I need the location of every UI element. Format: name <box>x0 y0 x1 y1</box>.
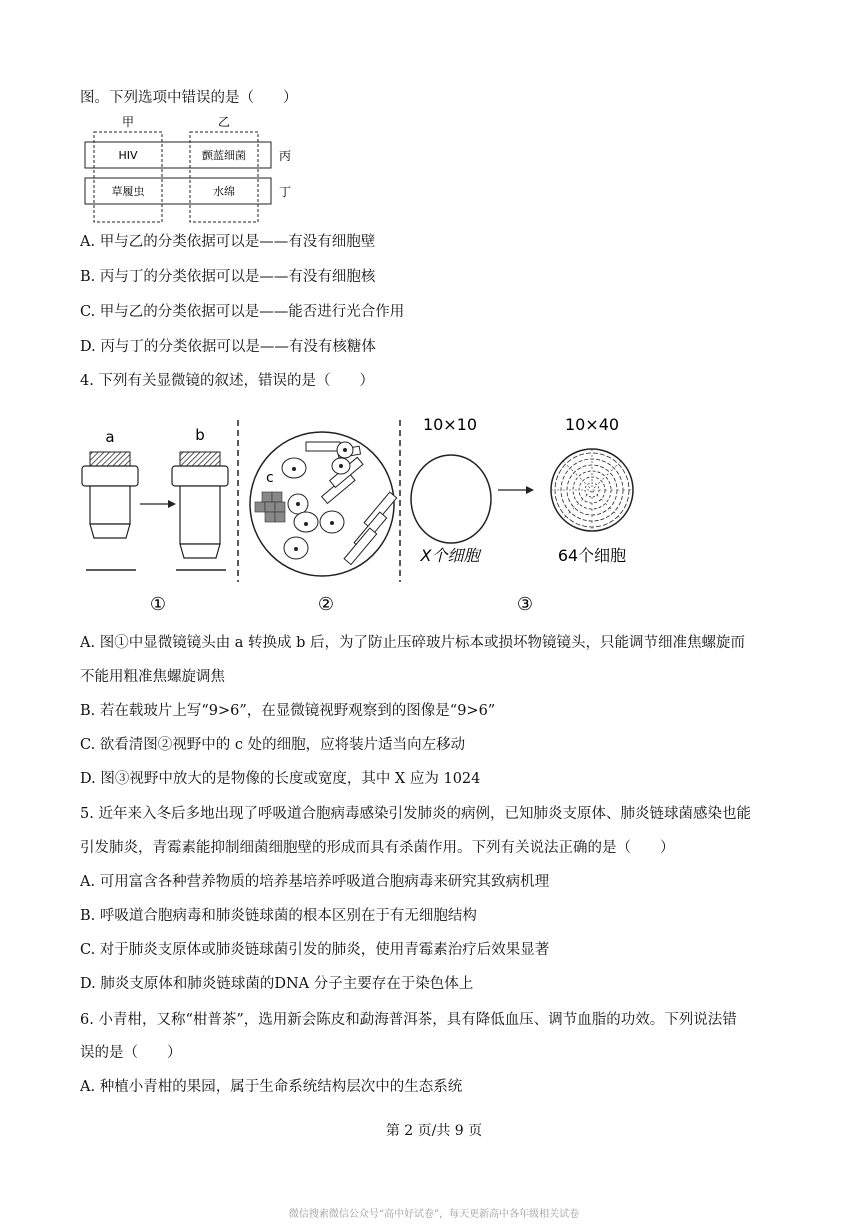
q5-option-c: C. 对于肺炎支原体或肺炎链球菌引发的肺炎，使用青霉素治疗后效果显著 <box>80 942 550 958</box>
cell-hiv: HIV <box>118 149 138 162</box>
label-a: a <box>105 428 115 446</box>
cell-lanxijun: 颤蓝细菌 <box>202 149 246 162</box>
q4-stem: 4. 下列有关显微镜的叙述，错误的是（ ） <box>80 373 374 389</box>
label-jia: 甲 <box>121 115 135 129</box>
q4-option-d: D. 图③视野中放大的是物像的长度或宽度，其中 X 应为 1024 <box>80 771 481 787</box>
field-low-mag <box>411 455 491 543</box>
objective-a <box>82 428 138 570</box>
q3-option-b: B. 丙与丁的分类依据可以是——有没有细胞核 <box>80 269 376 285</box>
field-of-view-2 <box>250 432 397 576</box>
group-yi-box <box>190 132 258 222</box>
q4-option-b: B. 若在载玻片上写“9>6”，在显微镜视野观察到的图像是“9>6” <box>80 703 496 719</box>
q3-option-d: D. 丙与丁的分类依据可以是——有没有核糖体 <box>80 339 376 355</box>
q5-option-d: D. 肺炎支原体和肺炎链球菌的DNA 分子主要存在于染色体上 <box>80 976 474 992</box>
cell-shuimian: 水绵 <box>213 185 235 198</box>
q3-stem: 图。下列选项中错误的是（ ） <box>80 90 298 106</box>
fig-label-3: ③ <box>516 594 534 615</box>
mag-10x40: 10×40 <box>564 415 620 434</box>
q4-option-c: C. 欲看清图②视野中的 c 处的细胞，应将装片适当向左移动 <box>80 737 466 753</box>
q4-option-a-line1: A. 图①中显微镜镜头由 a 转换成 b 后，为了防止压碎玻片标本或损坏物镜镜头，只能调节细准焦螺旋而 <box>80 635 746 651</box>
x-cells-label: X个细胞 <box>420 546 480 565</box>
q5-stem-line1: 5. 近年来入冬后多地出现了呼吸道合胞病毒感染引发肺炎的病例，已知肺炎支原体、肺炎链球菌感染也能 <box>80 806 751 822</box>
group-jia-box <box>94 132 162 222</box>
mag-10x10: 10×10 <box>422 415 478 434</box>
q3-option-a: A. 甲与乙的分类依据可以是——有没有细胞壁 <box>80 234 376 250</box>
microscope-figure <box>70 412 670 622</box>
q4-option-a-line2: 不能用粗准焦螺旋调焦 <box>80 669 225 685</box>
fig-label-2: ② <box>317 594 335 615</box>
q6-option-a: A. 种植小青柑的果园，属于生命系统结构层次中的生态系统 <box>80 1079 463 1095</box>
label-yi: 乙 <box>217 115 231 129</box>
q5-option-a: A. 可用富含各种营养物质的培养基培养呼吸道合胞病毒来研究其致病机理 <box>80 874 550 890</box>
label-bing: 丙 <box>278 149 292 163</box>
label-c: c <box>266 470 274 486</box>
watermark: 微信搜索微信公众号“高中好试卷”，每天更新高中各年级相关试卷 <box>288 1209 580 1220</box>
q5-option-b: B. 呼吸道合胞病毒和肺炎链球菌的根本区别在于有无细胞结构 <box>80 908 477 924</box>
fig-label-1: ① <box>149 594 167 615</box>
label-ding: 丁 <box>278 185 292 199</box>
page-footer: 第 2 页/共 9 页 <box>385 1123 483 1139</box>
q6-stem-line2: 误的是（ ） <box>80 1045 182 1061</box>
q3-option-c: C. 甲与乙的分类依据可以是——能否进行光合作用 <box>80 304 405 320</box>
label-b: b <box>195 426 205 444</box>
objective-b <box>172 426 228 570</box>
q5-stem-line2: 引发肺炎，青霉素能抑制细菌细胞壁的形成而具有杀菌作用。下列有关说法正确的是（ ） <box>80 840 675 856</box>
field-high-mag <box>551 449 633 531</box>
q6-stem-line1: 6. 小青柑，又称“柑普茶”，选用新会陈皮和勐海普洱茶，具有降低血压、调节血脂的功效。下列说法错 <box>80 1012 737 1028</box>
classification-diagram <box>80 112 320 224</box>
cell-caolv: 草履虫 <box>111 185 145 198</box>
cells-64-label: 64个细胞 <box>557 546 627 565</box>
